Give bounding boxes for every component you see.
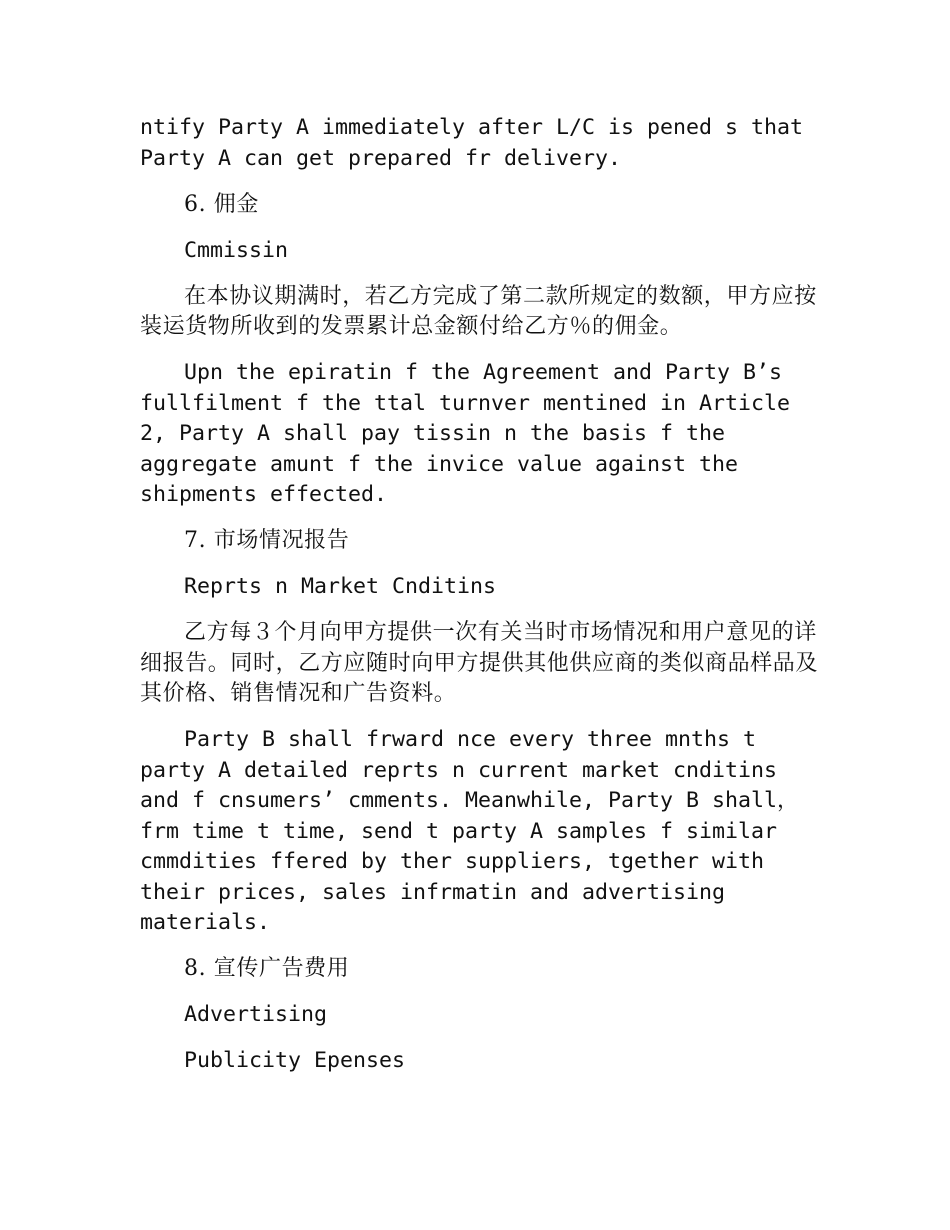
section-heading-advertising-cn: 8. 宣传广告费用 [184,956,350,981]
document-page [140,113,820,1092]
section-subheading-publicity-expenses: Publicity Epenses [184,1048,406,1073]
paragraph-market-reports-cn: 乙方每３个月向甲方提供一次有关当时市场情况和用户意见的详细报告。同时，乙方应随时向甲方提供其他供应商的类似商品样品及其价格、销售情况和广告资料。 [140,620,819,706]
paragraph-market-reports-en: Party B shall frward nce every three mnths t party A detailed reprts n current market cnditins and f cnsumers’ cmments. Meanwhile, Party B shall，frm time t time, send t party A samples f similar cmmdities ffered by ther suppliers, tgether with their prices, sales infrmatin and advertising materials. [140,727,799,935]
section-heading-market-reports-en: Reprts n Market Cnditins [184,574,497,599]
section-heading-advertising-en: Advertising [184,1002,328,1027]
section-heading-commission-en: Cmmissin [184,237,289,263]
section-heading-commission-cn: 6. 佣金 [184,191,259,217]
section-heading-market-reports-cn: 7. 市场情况报告 [184,528,350,553]
paragraph-lc-delivery-notice: ntify Party A immediately after L/C is pened s that Party A can get prepared fr delivery. [140,115,804,171]
paragraph-commission-en: Upn the epiratin f the Agreement and Party B’s fullfilment f the ttal turnver mentined in Article 2, Party A shall pay tissin n the basis f the aggregate amunt f the invice value against the shipments effected. [140,360,791,507]
paragraph-commission-cn: 在本协议期满时，若乙方完成了第二款所规定的数额，甲方应按装运货物所收到的发票累计总金额付给乙方％的佣金。 [140,283,817,339]
